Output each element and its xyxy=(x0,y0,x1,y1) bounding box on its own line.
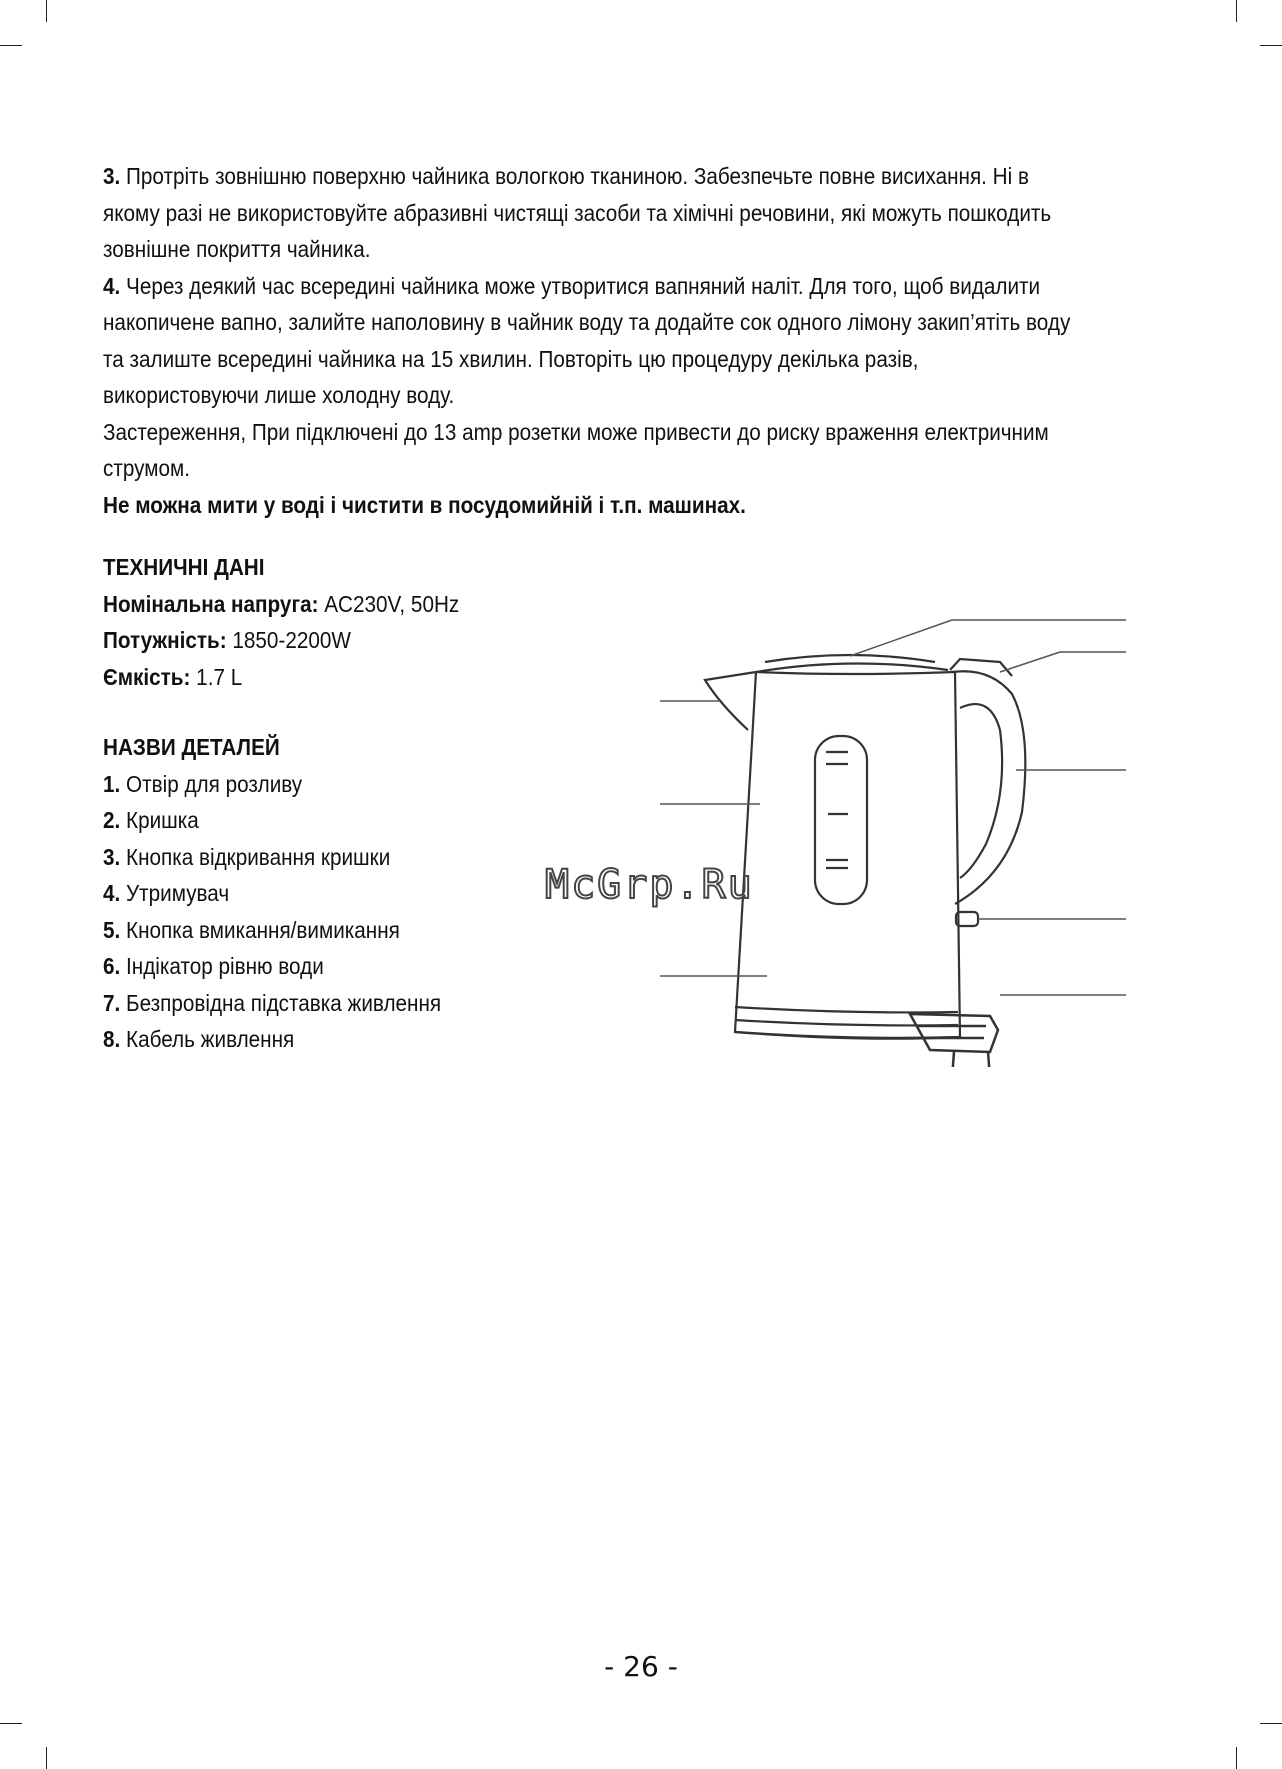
crop-mark xyxy=(1236,0,1237,22)
page-number: - 26 - xyxy=(604,1650,678,1683)
part-item: 8. Кабель живлення xyxy=(103,1026,295,1052)
watermark: McGrp.Ru xyxy=(545,862,754,908)
crop-mark xyxy=(0,45,22,46)
power-plug xyxy=(952,1052,990,1067)
technical-specs xyxy=(103,549,459,695)
kettle-diagram xyxy=(660,612,1126,1067)
part-item: 2. Кришка xyxy=(103,807,199,833)
warning-text: Застереження, При підключені до 13 amp розетки може привести до риску враження електричним струмом. xyxy=(103,418,1049,481)
part-item: 1. Отвір для розливу xyxy=(103,770,303,797)
cleaning-instructions xyxy=(103,158,1072,523)
power-base xyxy=(910,1014,998,1052)
instruction-item-4: 4. Через деякий час всередині чайника може утворитися вапняний наліт. Для того, щоб видалити накопичене вапно, залийте наполовину в чайник воду та додайте сок одного лімону закип’ятіть воду та залиште всередині чайника на 15 хвилин. Повторіть цю процедуру декілька разів, використовуючи лише холодну воду. xyxy=(103,272,1071,408)
part-item: 4. Утримувач xyxy=(103,880,230,906)
instruction-item-3: 3. Протріть зовнішню поверхню чайника вологкою тканиною. Забезпечьте повне висихання. Ні в якому разі не використовуйте абразивні чистящі засоби та хімічні речовини, які можуть пошкодить зовнішне покриття чайника. xyxy=(103,163,1052,262)
part-item: 7. Безпровідна підставка живлення xyxy=(103,989,442,1016)
spec-capacity: Ємкість: 1.7 L xyxy=(103,663,243,690)
part-item: 3. Кнопка відкривання кришки xyxy=(103,843,391,870)
part-item: 5. Кнопка вмикання/вимикання xyxy=(103,916,400,943)
kettle-body xyxy=(735,672,960,1039)
water-level-window xyxy=(815,736,867,904)
crop-mark xyxy=(46,0,47,22)
crop-mark xyxy=(1236,1747,1237,1769)
specs-heading: ТЕХНИЧНІ ДАНІ xyxy=(103,554,265,580)
bold-warning: Не можна мити у воді і чистити в посудомийній і т.п. машинах. xyxy=(103,491,746,518)
part-item: 6. Індікатор рівню води xyxy=(103,953,324,979)
parts-list xyxy=(103,729,441,1058)
kettle-lid xyxy=(765,655,935,662)
spec-voltage: Номінальна напруга: AC230V, 50Hz xyxy=(103,590,460,617)
crop-mark xyxy=(0,1723,22,1724)
parts-heading: НАЗВИ ДЕТАЛЕЙ xyxy=(103,734,280,760)
crop-mark xyxy=(46,1747,47,1769)
crop-mark xyxy=(1260,45,1282,46)
spec-power: Потужність: 1850-2200W xyxy=(103,627,351,653)
crop-mark xyxy=(1260,1723,1282,1724)
